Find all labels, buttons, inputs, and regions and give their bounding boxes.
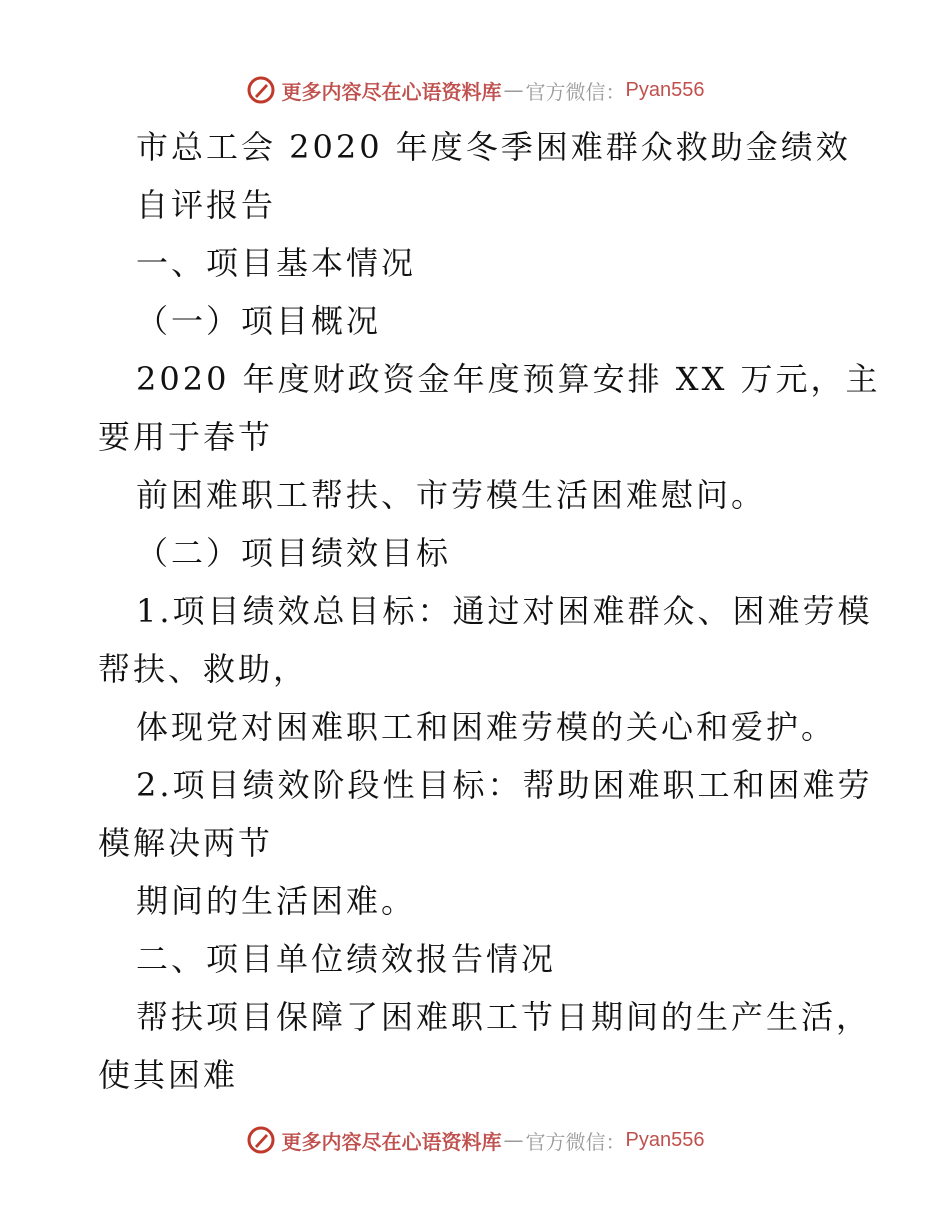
subsection-heading-1: （一）项目概况: [136, 302, 382, 340]
watermark-main-text: 更多内容尽在心语资料库: [281, 79, 502, 104]
pen-logo-icon: [246, 1125, 276, 1155]
paragraph-line: 前困难职工帮扶、市劳模生活困难慰问。: [136, 476, 767, 514]
document-body: [98, 118, 881, 1104]
watermark-main-text: 更多内容尽在心语资料库: [281, 1129, 502, 1154]
paragraph-line: 2.项目绩效阶段性目标：帮助困难职工和困难劳: [136, 766, 873, 804]
paragraph-line: 期间的生活困难。: [136, 882, 417, 920]
watermark-wechat-id: Pyan556: [625, 78, 705, 101]
paragraph-line: 帮扶、救助，: [98, 650, 309, 688]
watermark-wechat-id: Pyan556: [625, 1128, 705, 1151]
paragraph-line: 帮扶项目保障了困难职工节日期间的生产生活，: [136, 998, 872, 1036]
watermark-footer: [0, 1120, 950, 1160]
watermark-separator: —: [503, 78, 524, 102]
watermark-separator: —: [503, 1128, 524, 1152]
pen-logo-icon: [246, 75, 276, 105]
paragraph-line: 1.项目绩效总目标：通过对困难群众、困难劳模: [136, 592, 873, 630]
paragraph-line: 体现党对困难职工和困难劳模的关心和爱护。: [136, 708, 837, 746]
watermark-wechat-label: 官方微信：: [525, 79, 626, 104]
paragraph-line: 模解决两节: [98, 824, 274, 862]
section-heading-1: 一、项目基本情况: [136, 244, 417, 282]
doc-title-line-1: 市总工会 2020 年度冬季困难群众救助金绩效: [136, 128, 851, 166]
watermark-header: [0, 70, 950, 110]
watermark-wechat-label: 官方微信：: [525, 1129, 626, 1154]
doc-title-line-2: 自评报告: [136, 186, 277, 224]
paragraph-line: 要用于春节: [98, 418, 274, 456]
section-heading-2: 二、项目单位绩效报告情况: [136, 940, 557, 978]
paragraph-line: 使其困难: [98, 1056, 239, 1094]
paragraph-line: 2020 年度财政资金年度预算安排 XX 万元，主: [136, 360, 881, 398]
subsection-heading-2: （二）项目绩效目标: [136, 534, 452, 572]
